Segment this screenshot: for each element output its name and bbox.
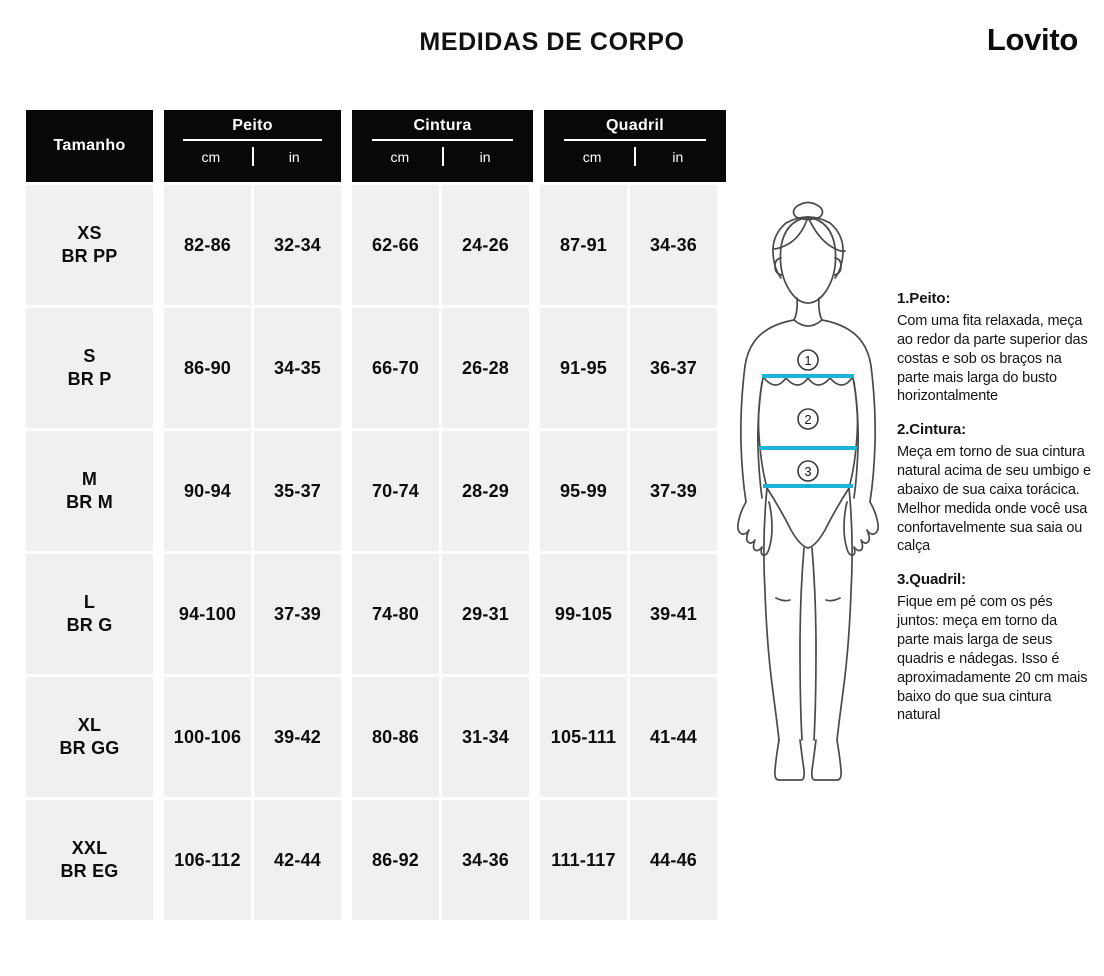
instruction-block-1 bbox=[897, 290, 1093, 406]
cell-quadril-cm: 95-99 bbox=[540, 431, 627, 551]
size-label: XS bbox=[77, 222, 102, 243]
measure-marker-2 bbox=[798, 409, 818, 429]
group-gap bbox=[156, 185, 161, 305]
cell-peito-in: 32-34 bbox=[254, 185, 341, 305]
group-gap bbox=[156, 677, 161, 797]
table-row bbox=[26, 554, 710, 674]
cell-peito-in: 37-39 bbox=[254, 554, 341, 674]
instruction-title: 2.Cintura: bbox=[897, 421, 967, 439]
cell-quadril-cm: 111-117 bbox=[540, 800, 627, 920]
cell-cintura-cm: 86-92 bbox=[352, 800, 439, 920]
group-gap bbox=[536, 110, 541, 182]
unit-label-peito-cm: cm bbox=[201, 148, 221, 165]
group-units-quadril bbox=[544, 147, 726, 166]
cell-cintura-in: 28-29 bbox=[442, 431, 529, 551]
instruction-block-3 bbox=[897, 571, 1093, 725]
cell-quadril-in: 41-44 bbox=[630, 677, 717, 797]
instruction-body: Com uma fita relaxada, meça ao redor da parte superior das costas e sob os braços na parte mais larga do busto horizontalmente bbox=[897, 313, 1088, 405]
cell-peito-cm: 82-86 bbox=[164, 185, 251, 305]
cell-peito-in: 34-35 bbox=[254, 308, 341, 428]
group-gap bbox=[532, 185, 537, 305]
measure-marker-3 bbox=[798, 461, 818, 481]
group-divider bbox=[372, 139, 513, 141]
size-label: S bbox=[83, 345, 96, 366]
measurement-instructions bbox=[897, 290, 1093, 725]
cell-quadril-cm: 91-95 bbox=[540, 308, 627, 428]
marker-3-label: 3 bbox=[804, 464, 812, 479]
table-row bbox=[26, 308, 710, 428]
unit-label-quadril-in: in bbox=[672, 148, 684, 165]
group-divider bbox=[183, 139, 321, 141]
cell-cintura-cm: 66-70 bbox=[352, 308, 439, 428]
group-gap bbox=[156, 308, 161, 428]
group-units-cintura bbox=[352, 147, 533, 166]
group-gap bbox=[532, 800, 537, 920]
cell-cintura-in: 34-36 bbox=[442, 800, 529, 920]
body-figure-illustration bbox=[718, 186, 898, 816]
body-outline bbox=[738, 203, 878, 781]
cell-quadril-cm: 105-111 bbox=[540, 677, 627, 797]
group-gap bbox=[344, 554, 349, 674]
size-label-br: BR M bbox=[66, 492, 113, 512]
group-gap bbox=[344, 185, 349, 305]
group-gap bbox=[532, 308, 537, 428]
cell-peito-cm: 86-90 bbox=[164, 308, 251, 428]
cell-cintura-cm: 62-66 bbox=[352, 185, 439, 305]
size-label-br: BR P bbox=[67, 369, 112, 389]
column-header-size: Tamanho bbox=[26, 110, 153, 182]
cell-cintura-cm: 80-86 bbox=[352, 677, 439, 797]
group-gap bbox=[344, 431, 349, 551]
group-label-peito: Peito bbox=[232, 117, 273, 134]
cell-quadril-cm: 87-91 bbox=[540, 185, 627, 305]
group-gap bbox=[156, 800, 161, 920]
group-gap bbox=[532, 677, 537, 797]
cell-size-xs bbox=[26, 185, 153, 305]
size-label-br: BR GG bbox=[59, 738, 120, 758]
cell-cintura-cm: 74-80 bbox=[352, 554, 439, 674]
group-label-quadril: Quadril bbox=[605, 117, 665, 134]
cell-cintura-in: 31-34 bbox=[442, 677, 529, 797]
cell-peito-in: 42-44 bbox=[254, 800, 341, 920]
column-header-group-cintura bbox=[352, 110, 533, 182]
cell-quadril-in: 39-41 bbox=[630, 554, 717, 674]
size-label: M bbox=[81, 468, 98, 489]
cell-cintura-cm: 70-74 bbox=[352, 431, 439, 551]
group-units-peito bbox=[164, 147, 341, 166]
instruction-title: 3.Quadril: bbox=[897, 571, 967, 589]
group-divider bbox=[564, 139, 706, 141]
cell-peito-cm: 100-106 bbox=[164, 677, 251, 797]
group-gap bbox=[344, 308, 349, 428]
cell-quadril-cm: 99-105 bbox=[540, 554, 627, 674]
cell-quadril-in: 34-36 bbox=[630, 185, 717, 305]
cell-size-s bbox=[26, 308, 153, 428]
table-row bbox=[26, 185, 710, 305]
cell-peito-in: 39-42 bbox=[254, 677, 341, 797]
instruction-body: Meça em torno de sua cintura natural acima de seu umbigo e abaixo de sua caixa torácica. Melhor medida onde você usa confortavelmente sua saia ou calça bbox=[897, 444, 1091, 555]
unit-label-peito-in: in bbox=[288, 148, 300, 165]
cell-peito-cm: 94-100 bbox=[164, 554, 251, 674]
unit-label-cintura-in: in bbox=[479, 148, 491, 165]
marker-1-label: 1 bbox=[804, 353, 812, 368]
unit-label-quadril-cm: cm bbox=[582, 148, 602, 165]
cell-size-xxl bbox=[26, 800, 153, 920]
cell-cintura-in: 29-31 bbox=[442, 554, 529, 674]
size-label: XXL bbox=[71, 837, 108, 858]
page-title: MEDIDAS DE CORPO bbox=[419, 28, 685, 56]
instruction-title: 1.Peito: bbox=[897, 290, 951, 307]
table-row bbox=[26, 677, 710, 797]
cell-quadril-in: 37-39 bbox=[630, 431, 717, 551]
size-label: L bbox=[83, 591, 96, 612]
cell-size-m bbox=[26, 431, 153, 551]
group-gap bbox=[344, 110, 349, 182]
size-chart-table bbox=[26, 110, 710, 923]
table-row bbox=[26, 800, 710, 920]
size-label-br: BR EG bbox=[60, 861, 119, 881]
cell-size-l bbox=[26, 554, 153, 674]
instruction-block-2 bbox=[897, 421, 1093, 556]
brand-logo: Lovito bbox=[986, 22, 1078, 57]
cell-quadril-in: 44-46 bbox=[630, 800, 717, 920]
unit-label-cintura-cm: cm bbox=[390, 148, 410, 165]
column-header-group-quadril bbox=[544, 110, 726, 182]
group-gap bbox=[532, 554, 537, 674]
cell-cintura-in: 24-26 bbox=[442, 185, 529, 305]
marker-2-label: 2 bbox=[804, 412, 812, 427]
group-gap bbox=[156, 431, 161, 551]
column-header-group-peito bbox=[164, 110, 341, 182]
group-gap bbox=[156, 110, 161, 182]
table-row bbox=[26, 431, 710, 551]
size-label: XL bbox=[77, 714, 102, 735]
group-label-cintura: Cintura bbox=[413, 117, 472, 134]
group-gap bbox=[156, 554, 161, 674]
group-gap bbox=[532, 431, 537, 551]
table-header-row bbox=[26, 110, 710, 182]
cell-quadril-in: 36-37 bbox=[630, 308, 717, 428]
cell-cintura-in: 26-28 bbox=[442, 308, 529, 428]
instruction-body: Fique em pé com os pés juntos: meça em torno da parte mais larga de seus quadris e nádegas. Isso é aproximadamente 20 cm mais baixo do que sua cintura natural bbox=[897, 594, 1088, 724]
cell-peito-cm: 90-94 bbox=[164, 431, 251, 551]
cell-size-xl bbox=[26, 677, 153, 797]
group-gap bbox=[344, 800, 349, 920]
table-body bbox=[26, 185, 710, 920]
cell-peito-in: 35-37 bbox=[254, 431, 341, 551]
group-gap bbox=[344, 677, 349, 797]
size-label-br: BR G bbox=[66, 615, 113, 635]
size-label-br: BR PP bbox=[61, 246, 118, 266]
measure-marker-1 bbox=[798, 350, 818, 370]
cell-peito-cm: 106-112 bbox=[164, 800, 251, 920]
